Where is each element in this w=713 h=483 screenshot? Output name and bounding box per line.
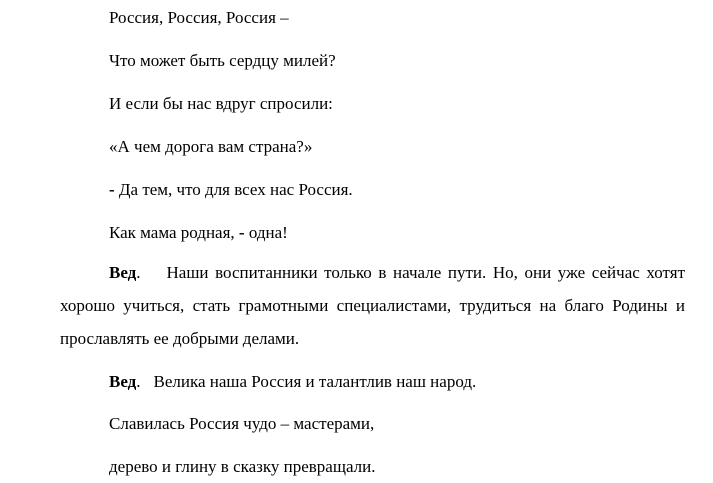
verse-line-4: «А чем дорога вам страна?» (109, 137, 313, 156)
bold-dash: - (238, 223, 245, 242)
verse-line-2: Что может быть сердцу милей? (109, 51, 336, 70)
speaker-paragraph-2 (60, 365, 685, 398)
speaker-label: Вед (109, 263, 137, 282)
verse-line-8: дерево и глину в сказку превращали. (109, 457, 376, 476)
speaker-separator: . (136, 263, 141, 282)
paragraph-text: Наши воспитанники только в начале пути. Но, они уже сейчас хотят хорошо учиться, стать грамотными специалистами, трудиться на благо Родины и прославлять ее добрыми делами. (60, 263, 685, 348)
verse-line-6-end: одна! (244, 223, 288, 242)
speaker-paragraph-1 (60, 256, 685, 355)
verse-line-6-text: Как мама родная, (109, 223, 239, 242)
verse-line-3: И если бы нас вдруг спросили: (109, 94, 333, 113)
verse-line-7: Славилась Россия чудо – мастерами, (109, 414, 375, 433)
verse-line-6 (109, 223, 288, 243)
paragraph-text: Велика наша Россия и талантлив наш народ. (153, 372, 477, 391)
bold-dash: - (109, 180, 115, 199)
verse-line-5 (109, 180, 353, 200)
verse-line-1: Россия, Россия, Россия – (109, 8, 289, 27)
speaker-label: Вед (109, 372, 137, 391)
speaker-separator: . (136, 372, 141, 391)
verse-line-5-text: Да тем, что для всех нас Россия. (114, 180, 353, 199)
